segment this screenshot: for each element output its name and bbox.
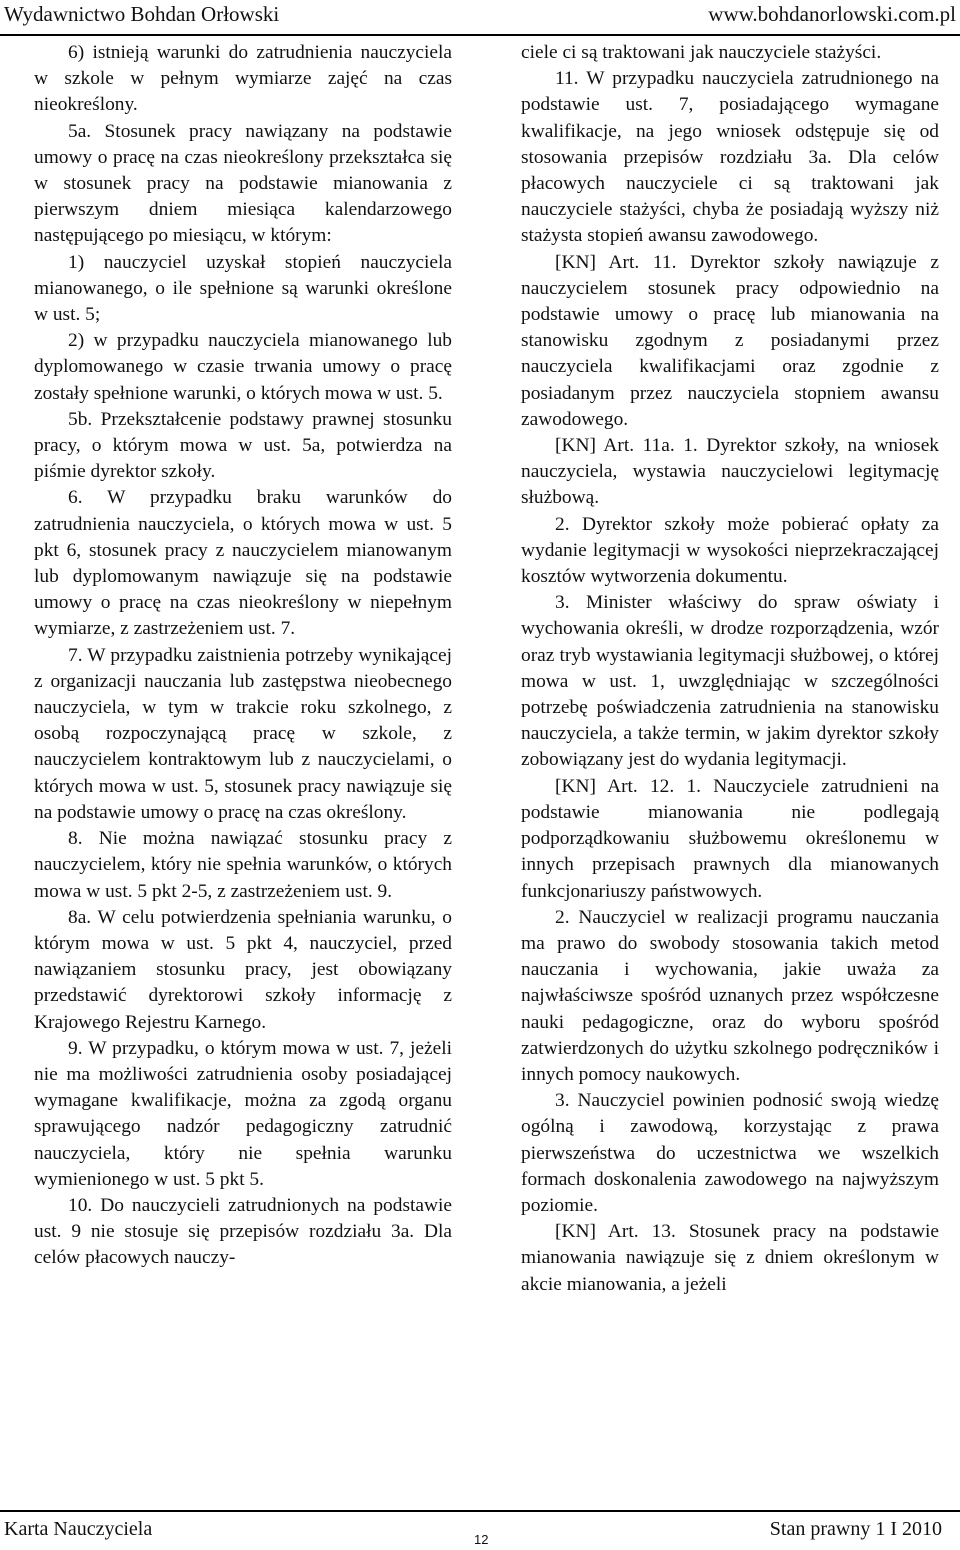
paragraph: 11. W przypadku nauczyciela zatrudnionego na podstawie ust. 7, posiadającego wymagane kwalifikacje, na jego wniosek odstępuje się od stosowania przepisów rozdziału 3a. Dla celów płacowych nauczyciele ci są traktowani jak nauczyciele stażyści, chyba że posiadają wyższy niż stażysta stopień awansu zawodowego.: [521, 68, 939, 247]
paragraph: [KN] Art. 13. Stosunek pracy na podstawie mianowania nawiązuje się z dniem określonym w akcie mianowania, a jeżeli: [521, 1221, 939, 1295]
paragraph: 2. Dyrektor szkoły może pobierać opłaty za wydanie legitymacji w wysokości nieprzekraczającej kosztów wytworzenia dokumentu.: [521, 513, 939, 588]
paragraph: 2) w przypadku nauczyciela mianowanego lub dyplomowanego w czasie trwania umowy o pracę zostały spełnione warunki, o których mowa w ust. 5.: [34, 330, 452, 404]
page-footer: [0, 1510, 960, 1550]
paragraph: 5b. Przekształcenie podstawy prawnej stosunku pracy, o którym mowa w ust. 5a, potwierdza na piśmie dyrektor szkoły.: [34, 408, 452, 483]
legal-status: Stan prawny 1 I 2010: [769, 1518, 942, 1540]
paragraph: 3. Nauczyciel powinien podnosić swoją wiedzę ogólną i zawodową, korzystając z prawa pierwszeństwa do uczestnictwa we wszelkich formach doskonalenia zawodowego na najwyższym poziomie.: [521, 1090, 939, 1216]
paragraph: 1) nauczyciel uzyskał stopień nauczyciela mianowanego, o ile spełnione są warunki określone w ust. 5;: [34, 251, 452, 326]
paragraph: [KN] Art. 11. Dyrektor szkoły nawiązuje z nauczycielem stosunek pracy odpowiednio na podstawie umowy o pracę lub mianowania na stanowisku zgodnym z posiadanymi przez nauczyciela kwalifikacjami oraz zgodnie z posiadanym przez nauczyciela stopniem awansu zawodowego.: [521, 251, 939, 430]
paragraph: 8. Nie można nawiązać stosunku pracy z nauczycielem, który nie spełnia warunków, o których mowa w ust. 5 pkt 2-5, z zastrzeżeniem ust. 9.: [34, 828, 452, 902]
paragraph: 3. Minister właściwy do spraw oświaty i wychowania określi, w drodze rozporządzenia, wzór oraz tryb wystawiania legitymacji służbowej, o której mowa w ust. 1, uwzględniając w szczególności potrzebę poświadczenia zatrudnienia na stanowisku nauczyciela, a także termin, w jakim dyrektor szkoły zobowiązany jest do wydania legitymacji.: [521, 592, 939, 771]
publisher-url: www.bohdanorlowski.com.pl: [708, 2, 956, 26]
paragraph: 10. Do nauczycieli zatrudnionych na podstawie ust. 9 nie stosuje się przepisów rozdziału 3a. Dla celów płacowych nauczy-: [34, 1194, 452, 1269]
paragraph: 9. W przypadku, o którym mowa w ust. 7, jeżeli nie ma możliwości zatrudnienia osoby posiadającej wymagane kwalifikacje, można za zgodą organu sprawującego nadzór pedagogiczny zatrudnić nauczyciela, który nie spełnia warunku wymienionego w ust. 5 pkt 5.: [34, 1037, 452, 1190]
paragraph: 2. Nauczyciel w realizacji programu nauczania ma prawo do swobody stosowania takich metod nauczania i wychowania, jakie uważa za najwłaściwsze spośród uznanych przez współczesne nauki pedagogiczne, oraz do wyboru spośród zatwierdzonych do użytku szkolnego podręczników i innych pomocy naukowych.: [521, 906, 939, 1085]
paragraph: [KN] Art. 11a. 1. Dyrektor szkoły, na wniosek nauczyciela, wystawia nauczycielowi legitymację służbową.: [521, 435, 939, 509]
paragraph: [KN] Art. 12. 1. Nauczyciele zatrudnieni na podstawie mianowania nie podlegają podporządkowaniu służbowemu określonemu w innych przepisach prawnych dla mianowanych funkcjonariuszy państwowych.: [521, 775, 939, 902]
paragraph: 6. W przypadku braku warunków do zatrudnienia nauczyciela, o których mowa w ust. 5 pkt 6, stosunek pracy z nauczycielem mianowanym lub dyplomowanym nawiązuje się na podstawie umowy o pracę na czas nieokreślony w niepełnym wymiarze, z zastrzeżeniem ust. 7.: [34, 487, 452, 640]
paragraph: 8a. W celu potwierdzenia spełniania warunku, o którym mowa w ust. 5 pkt 4, nauczyciel, przed nawiązaniem stosunku pracy, jest obowiązany przedstawić dyrektorowi szkoły informację z Krajowego Rejestru Karnego.: [34, 906, 452, 1033]
paragraph: 7. W przypadku zaistnienia potrzeby wynikającej z organizacji nauczania lub zastępstwa nieobecnego nauczyciela, w tym w trakcie roku szkolnego, z osobą rozpoczynającą pracę w szkole, z nauczycielem kontraktowym lub z nauczycielami, o których mowa w ust. 5, stosunek pracy nawiązuje się na podstawie umowy o pracę na czas określony.: [34, 644, 452, 823]
publisher-name: Wydawnictwo Bohdan Orłowski: [4, 2, 280, 26]
paragraph: ciele ci są traktowani jak nauczyciele stażyści.: [521, 42, 882, 63]
right-column: [521, 40, 939, 1298]
document-title: Karta Nauczyciela: [4, 1518, 153, 1540]
left-column: [34, 40, 452, 1272]
page-number: 12: [474, 1532, 489, 1547]
paragraph: 5a. Stosunek pracy nawiązany na podstawie umowy o pracę na czas nieokreślony przekształca się w stosunek pracy na podstawie mianowania z pierwszym dniem miesiąca kalendarzowego następującego po miesiącu, w którym:: [34, 120, 452, 247]
paragraph: 6) istnieją warunki do zatrudnienia nauczyciela w szkole w pełnym wymiarze zajęć na czas nieokreślony.: [34, 42, 452, 116]
page-header: [0, 0, 960, 36]
